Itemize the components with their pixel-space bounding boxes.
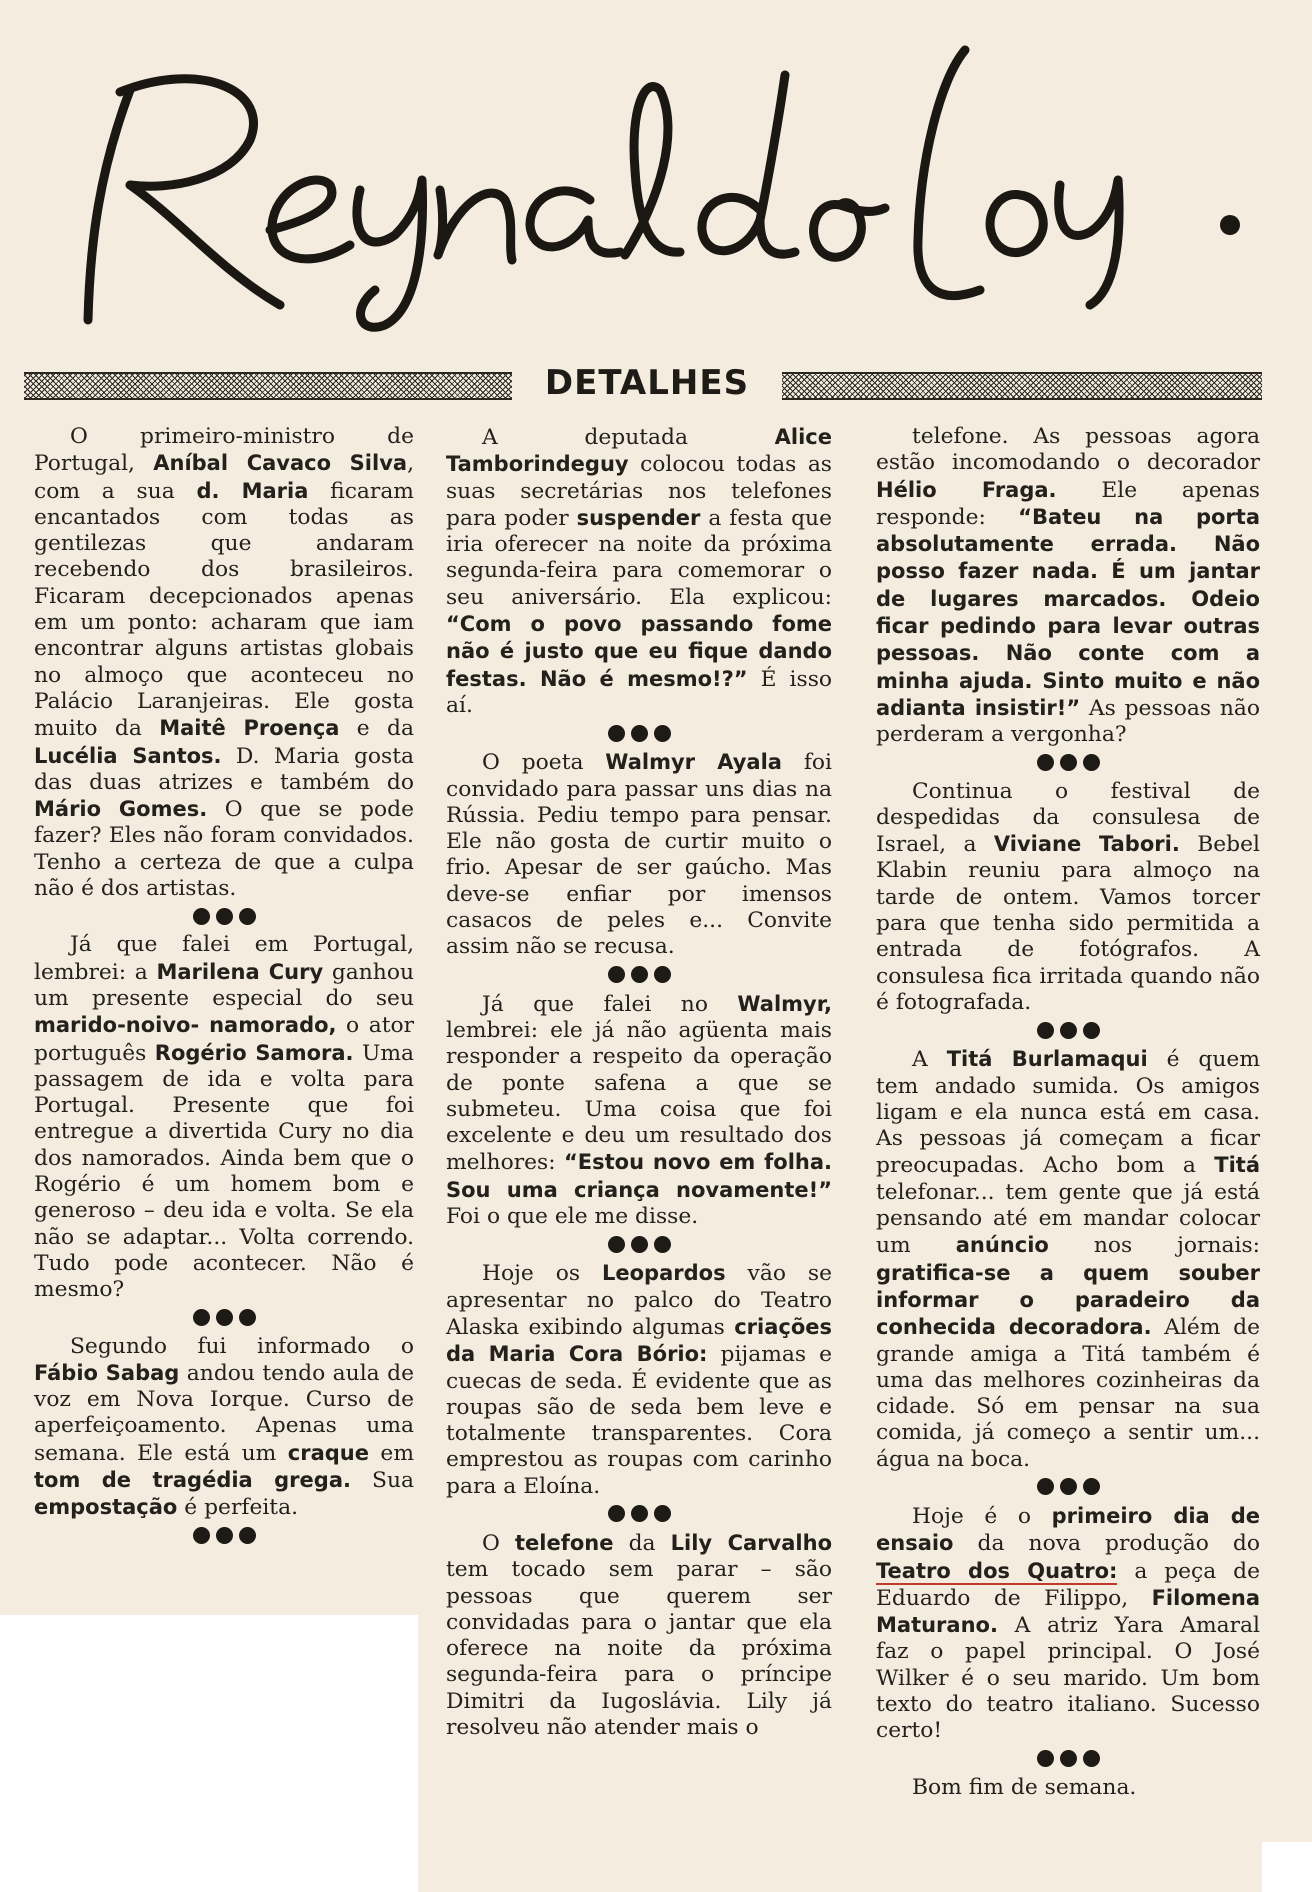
bold-name-text: empostação: [34, 1495, 178, 1520]
bullet-dot-icon: [608, 966, 625, 983]
bold-name-text: “Estou novo em folha. Sou uma criança novamente!”: [446, 1150, 832, 1202]
article-paragraph: [34, 1334, 414, 1522]
bullet-dot-icon: [608, 725, 625, 742]
bold-name-text: Titá: [1214, 1153, 1260, 1178]
paragraph-text: Uma passagem de ida e volta para Portugal. Presente que foi entregue a divertida Cury no dia dos namorados. Ainda bem que o Rogério é um homem bom e generoso – deu ida e volta. Se ela não se adaptar... Volta correndo. Tudo pode acontecer. Não é mesmo?: [34, 1040, 414, 1303]
bullet-dot-icon: [1037, 1478, 1054, 1495]
bold-name-text: telefone: [514, 1530, 614, 1555]
handwritten-signature: [60, 20, 1280, 340]
article-paragraph: [876, 424, 1260, 749]
paragraph-text: é perfeita.: [177, 1495, 298, 1521]
bullet-dots-icon: [446, 965, 832, 985]
bullet-dot-icon: [216, 908, 233, 925]
bold-name-text: craque: [287, 1440, 369, 1465]
bold-name-text: “Com o povo passando fome não é justo que eu fique dando festas. Não é mesmo!?”: [446, 612, 832, 691]
page-background: [0, 1615, 418, 1892]
paragraph-text: A deputada: [482, 425, 775, 450]
paragraph-text: tem tocado sem parar – são pessoas que querem ser convidadas para o jantar que ela oferece na noite da próxima segunda-feira para o príncipe Dimitri da Iugoslávia. Lily já resolveu não atender mais o: [446, 1557, 832, 1741]
paragraph-text: O: [482, 1530, 515, 1556]
paragraph-text: vão se apresentar no palco do Teatro Alaska exibindo algumas: [446, 1261, 832, 1340]
paragraph-text: O que se pode fazer? Eles não foram convidados. Tenho a certeza de que a culpa não é dos artistas.: [34, 797, 414, 902]
hatched-rule-left: [24, 372, 512, 400]
bold-name-text: Maitê Proença: [159, 716, 340, 741]
paragraph-text: D. Maria gosta das duas atrizes e também do: [34, 743, 414, 795]
paragraph-text: telefone. As pessoas agora estão incomodando o decorador: [876, 424, 1260, 476]
bold-name-text: Filomena Maturano.: [876, 1585, 1260, 1638]
bold-name-text: d. Maria: [196, 478, 309, 503]
paragraph-text: Já que falei no: [482, 991, 738, 1017]
paragraph-text: , com a sua: [34, 451, 414, 504]
bullet-dot-icon: [1083, 754, 1100, 771]
section-header: [24, 362, 1262, 404]
bold-name-text: primeiro dia de ensaio: [876, 1503, 1260, 1556]
bullet-dot-icon: [193, 1309, 210, 1326]
bold-name-text: Teatro dos Quatro:: [876, 1558, 1118, 1583]
bold-name-text: Walmyr,: [737, 991, 832, 1016]
closing-line: Bom fim de semana.: [912, 1774, 1137, 1800]
bullet-dot-icon: [1060, 1478, 1077, 1495]
paragraph-text: em: [368, 1440, 414, 1466]
bold-name-text: gratifica-se a quem souber informar o paradeiro da conhecida decoradora.: [876, 1260, 1260, 1340]
paragraph-text: Hoje é o: [912, 1503, 1052, 1529]
article-column-2: [446, 424, 832, 1741]
paragraph-text: A: [912, 1047, 947, 1073]
paragraph-text: As pessoas não perderam a vergonha?: [876, 695, 1260, 748]
paragraph-text: Continua o festival de despedidas da consulesa de Israel, a: [876, 778, 1260, 858]
paragraph-text: Foi o que ele me disse.: [446, 1204, 699, 1230]
paragraph-text: lembrei: ele já não agüenta mais responder a respeito da operação de ponte safena a que se submeteu. Uma coisa que foi excelente e deu um resultado dos melhores:: [446, 1017, 832, 1176]
bold-name-text: Mário Gomes.: [34, 797, 208, 822]
paragraph-text: andou tendo aula de voz em Nova Iorque. Curso de aperfeiçoamento. Apenas uma semana. Ele está um: [34, 1360, 414, 1466]
article-paragraph: [876, 779, 1260, 1017]
bullet-dot-icon: [1037, 1750, 1054, 1767]
bullet-dot-icon: [216, 1309, 233, 1326]
bold-name-text: Rogério Samora.: [154, 1040, 354, 1065]
article-column-3: [876, 424, 1260, 1801]
bullet-dots-icon: [446, 723, 832, 743]
bullet-dots-icon: [446, 1504, 832, 1524]
article-paragraph: [446, 1530, 832, 1741]
article-paragraph: [876, 1046, 1260, 1473]
bold-name-text: anúncio: [955, 1233, 1049, 1258]
bullet-dot-icon: [1083, 1750, 1100, 1767]
paragraph-text: É isso aí.: [446, 666, 832, 718]
paragraph-text: colocou todas as suas secretárias nos telefones para poder: [446, 452, 832, 531]
bullet-dot-icon: [631, 1505, 648, 1522]
article-paragraph: [446, 1260, 832, 1500]
bullet-dot-icon: [608, 1236, 625, 1253]
bullet-dots-icon: [446, 1234, 832, 1254]
article-paragraph: [446, 749, 832, 960]
article-paragraph: [446, 991, 832, 1231]
bullet-dot-icon: [631, 725, 648, 742]
bullet-dot-icon: [1083, 1022, 1100, 1039]
bullet-dot-icon: [239, 1527, 256, 1544]
paragraph-text: é quem tem andado sumida. Os amigos ligam e ela nunca está em casa. As pessoas já começam a ficar preocupadas. Acho bom a: [876, 1047, 1260, 1179]
bold-name-text: Aníbal Cavaco Silva: [153, 451, 408, 476]
paragraph-text: pijamas e cuecas de seda. É evidente que as roupas são de seda bem leve e totalmente transparentes. Cora emprestou as roupas com carinho para a Eloína.: [446, 1342, 832, 1499]
paragraph-text: Segundo fui informado o: [70, 1333, 414, 1359]
paragraph-text: da: [613, 1530, 671, 1556]
bold-name-text: Lucélia Santos.: [34, 743, 222, 768]
bullet-dots-icon: [876, 1477, 1260, 1497]
paragraph-text: Já que falei em Portugal, lembrei: a: [34, 932, 414, 985]
paragraph-text: ganhou um presente especial do seu: [34, 959, 415, 1011]
bold-name-text: Alice Tamborindeguy: [446, 425, 832, 477]
article-paragraph: [876, 1503, 1260, 1745]
bullet-dot-icon: [193, 1527, 210, 1544]
bullet-dot-icon: [1060, 1022, 1077, 1039]
bold-name-text: Fábio Sabag: [34, 1360, 180, 1385]
paragraph-text: da nova produção do: [953, 1531, 1260, 1557]
paragraph-text: nos jornais:: [1048, 1233, 1261, 1259]
paragraph-text: Ele apenas responde:: [876, 477, 1260, 530]
bold-name-text: Viviane Tabori.: [993, 832, 1180, 857]
bullet-dots-icon: [34, 906, 414, 926]
bullet-dots-icon: [34, 1308, 414, 1328]
bold-name-text: “Bateu na porta absolutamente errada. Não posso fazer nada. É um jantar de lugares marcados. Odeio ficar pedindo para levar outras pessoas. Não conte com a minha ajuda. Sinto muito e não adianta insistir!”: [876, 504, 1260, 720]
bullet-dot-icon: [631, 1236, 648, 1253]
bullet-dot-icon: [239, 1309, 256, 1326]
article-column-1: [34, 424, 414, 1552]
bold-name-text: marido-noivo- namorado,: [34, 1013, 337, 1038]
bullet-dot-icon: [1083, 1478, 1100, 1495]
bullet-dot-icon: [193, 908, 210, 925]
paragraph-text: telefonar... tem gente que já está pensando até em mandar colocar um: [876, 1179, 1260, 1259]
bold-name-text: Hélio Fraga.: [876, 477, 1057, 502]
paragraph-text: a peça de Eduardo de Filippo,: [876, 1558, 1260, 1611]
paragraph-text: O poeta: [482, 750, 606, 776]
bold-name-text: Lily Carvalho: [670, 1530, 832, 1555]
signature-icon: [60, 20, 1280, 340]
bullet-dot-icon: [654, 966, 671, 983]
paragraph-text: o ator português: [34, 1013, 415, 1066]
paragraph-text: e da: [339, 716, 414, 742]
bullet-dot-icon: [654, 1505, 671, 1522]
bullet-dot-icon: [239, 908, 256, 925]
bold-name-text: criações da Maria Cora Bório:: [446, 1314, 832, 1367]
bullet-dot-icon: [654, 1236, 671, 1253]
bullet-dots-icon: [876, 1749, 1260, 1769]
paragraph-text: A atriz Yara Amaral faz o papel principal. O José Wilker é o seu marido. Um bom texto do teatro italiano. Sucesso certo!: [876, 1613, 1260, 1744]
section-title: DETALHES: [544, 363, 750, 403]
paragraph-text: Além de grande amiga a Titá também é uma das melhores cozinheiras da cidade. Só em pensar na sua comida, já começo a sentir um... água na boca.: [876, 1315, 1260, 1472]
bullet-dot-icon: [1037, 1022, 1054, 1039]
bullet-dot-icon: [1060, 1750, 1077, 1767]
bold-name-text: Leopardos: [602, 1261, 726, 1286]
paragraph-text: a festa que iria oferecer na noite da próxima segunda-feira para comemorar o seu aniversário. Ela explicou:: [446, 505, 832, 610]
paragraph-text: Bebel Klabin reuniu para almoço na tarde de ontem. Vamos torcer para que tenha sido permitida a entrada de fotógrafos. A consulesa fica irritada quando não é fotografada.: [876, 832, 1260, 1015]
bullet-dot-icon: [631, 966, 648, 983]
bold-name-text: Marilena Cury: [156, 959, 324, 984]
bullet-dot-icon: [608, 1505, 625, 1522]
bullet-dot-icon: [216, 1527, 233, 1544]
bullet-dot-icon: [654, 725, 671, 742]
paragraph-text: O primeiro-ministro de Portugal,: [34, 424, 414, 477]
paragraph-text: Hoje os: [482, 1261, 602, 1287]
paragraph-text: Sua: [350, 1467, 414, 1493]
paragraph-text: foi convidado para passar uns dias na Rússia. Pediu tempo para pensar. Ele não gosta de curtir muito o frio. Apesar de ser gaúcho. Mas deve-se enfiar por imensos casacos de peles e... Convite assim não se recusa.: [446, 750, 832, 960]
page-background-corner: [1262, 1842, 1312, 1892]
article-paragraph: [34, 932, 414, 1303]
bullet-dots-icon: [876, 753, 1260, 773]
bold-name-text: Walmyr Ayala: [605, 750, 782, 775]
bold-name-text: suspender: [576, 505, 701, 530]
bullet-dots-icon: [34, 1526, 414, 1546]
bullet-dot-icon: [1037, 754, 1054, 771]
hatched-rule-right: [782, 372, 1262, 400]
article-paragraph: [34, 424, 414, 902]
bold-name-text: tom de tragédia grega.: [34, 1467, 351, 1492]
article-paragraph: [446, 424, 832, 719]
bold-name-text: Titá Burlamaqui: [946, 1047, 1148, 1072]
bullet-dot-icon: [1060, 754, 1077, 771]
bullet-dots-icon: [876, 1020, 1260, 1040]
paragraph-text: ficaram encantados com todas as gentilezas que andaram recebendo dos brasileiros. Ficaram decepcionados apenas em um ponto: acharam que iam encontrar alguns artistas globais no almoço que aconteceu no Palácio Laranjeiras. Ele gosta muito da: [34, 478, 414, 742]
